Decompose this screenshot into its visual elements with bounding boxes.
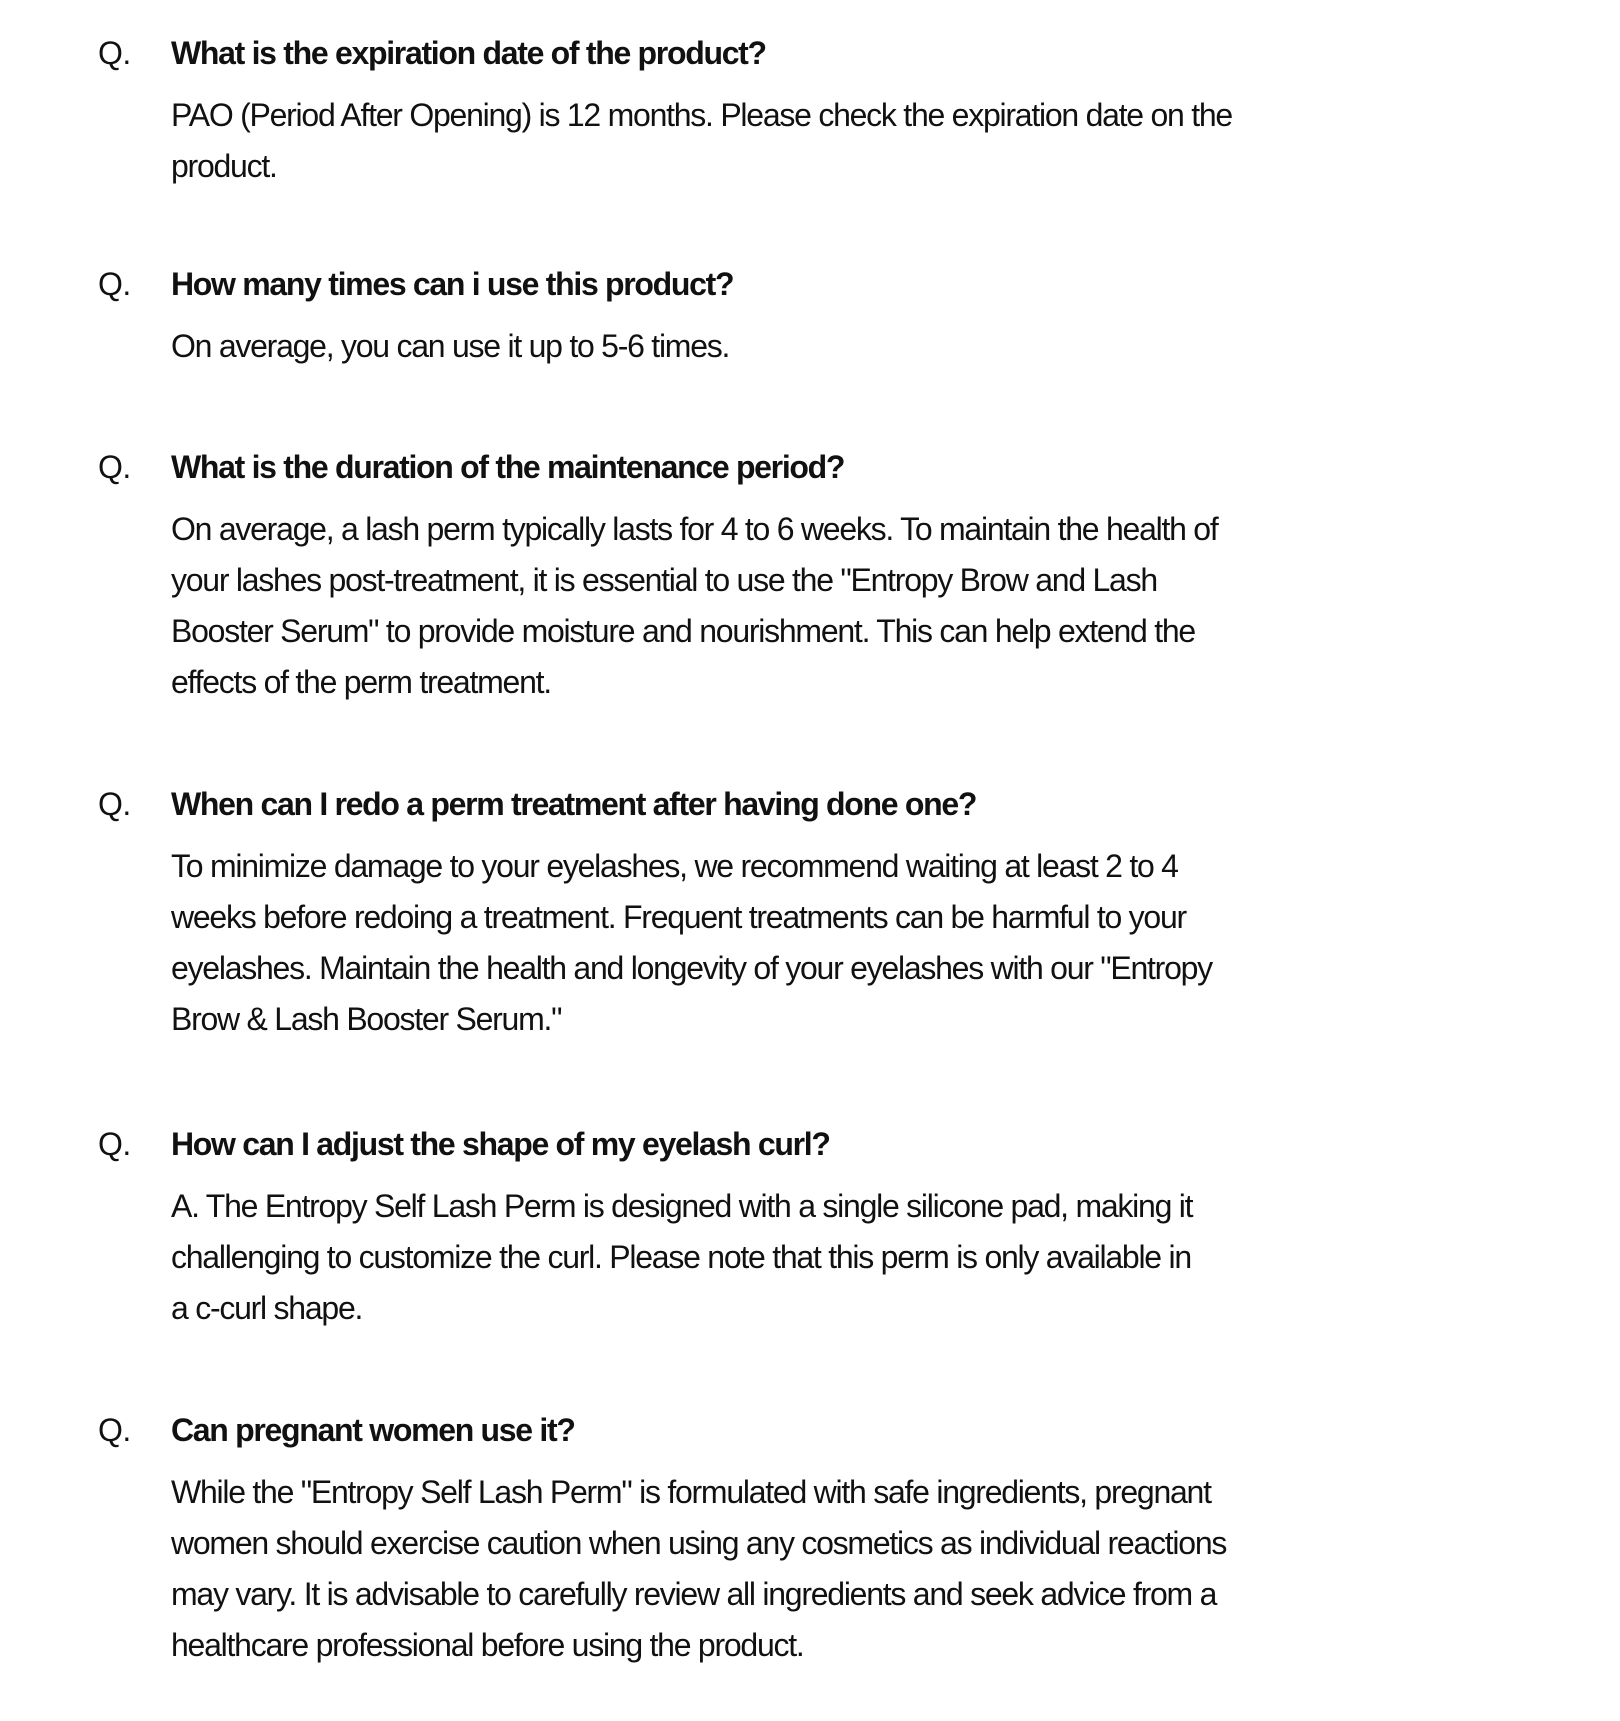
faq-answer-line: To minimize damage to your eyelashes, we recommend waiting at least 2 to 4	[171, 848, 1178, 884]
faq-answer-line: weeks before redoing a treatment. Frequent treatments can be harmful to your	[171, 899, 1186, 935]
q-marker: Q.	[98, 266, 131, 302]
faq-item	[0, 264, 1620, 364]
q-marker: Q.	[98, 35, 131, 71]
faq-item	[0, 1410, 1620, 1663]
faq-question: How many times can i use this product?	[171, 266, 734, 302]
faq-answer-line: A. The Entropy Self Lash Perm is designed with a single silicone pad, making it	[171, 1188, 1193, 1224]
faq-question: What is the duration of the maintenance period?	[171, 449, 845, 485]
faq-answer	[171, 504, 1217, 708]
q-marker: Q.	[98, 449, 131, 485]
faq-answer	[171, 321, 729, 372]
faq-answer	[171, 1467, 1226, 1671]
faq-answer-line: your lashes post-treatment, it is essential to use the "Entropy Brow and Lash	[171, 562, 1157, 598]
faq-answer-line: healthcare professional before using the product.	[171, 1627, 804, 1663]
faq-answer	[171, 841, 1212, 1045]
faq-answer-line: a c-curl shape.	[171, 1290, 363, 1326]
faq-item	[0, 33, 1620, 184]
faq-answer-line: While the "Entropy Self Lash Perm" is formulated with safe ingredients, pregnant	[171, 1474, 1211, 1510]
faq-answer	[171, 1181, 1192, 1334]
faq-question-row	[0, 447, 1620, 504]
faq-question-row	[0, 1124, 1620, 1181]
q-marker: Q.	[98, 1126, 131, 1162]
faq-answer-line: On average, you can use it up to 5-6 times.	[171, 328, 730, 364]
faq-question-row	[0, 1410, 1620, 1467]
faq-item	[0, 1124, 1620, 1326]
faq-question-row	[0, 33, 1620, 90]
faq-question-row	[0, 264, 1620, 321]
faq-item	[0, 784, 1620, 1037]
q-marker: Q.	[98, 1412, 131, 1448]
faq-item	[0, 447, 1620, 700]
faq-answer-line: product.	[171, 148, 277, 184]
faq-question: What is the expiration date of the product?	[171, 35, 766, 71]
faq-answer	[171, 90, 1232, 192]
faq-question: When can I redo a perm treatment after having done one?	[171, 786, 977, 822]
faq-answer-line: Booster Serum" to provide moisture and nourishment. This can help extend the	[171, 613, 1195, 649]
faq-question-row	[0, 784, 1620, 841]
faq-answer-line: On average, a lash perm typically lasts for 4 to 6 weeks. To maintain the health of	[171, 511, 1218, 547]
faq-answer-line: eyelashes. Maintain the health and longevity of your eyelashes with our "Entropy	[171, 950, 1212, 986]
faq-answer-line: effects of the perm treatment.	[171, 664, 551, 700]
q-marker: Q.	[98, 786, 131, 822]
faq-question: Can pregnant women use it?	[171, 1412, 575, 1448]
faq-answer-line: women should exercise caution when using any cosmetics as individual reactions	[171, 1525, 1227, 1561]
faq-answer-line: PAO (Period After Opening) is 12 months. Please check the expiration date on the	[171, 97, 1232, 133]
faq-answer-line: Brow & Lash Booster Serum."	[171, 1001, 562, 1037]
faq-answer-line: challenging to customize the curl. Please note that this perm is only available in	[171, 1239, 1191, 1275]
faq-answer-line: may vary. It is advisable to carefully review all ingredients and seek advice from a	[171, 1576, 1217, 1612]
faq-question: How can I adjust the shape of my eyelash curl?	[171, 1126, 830, 1162]
